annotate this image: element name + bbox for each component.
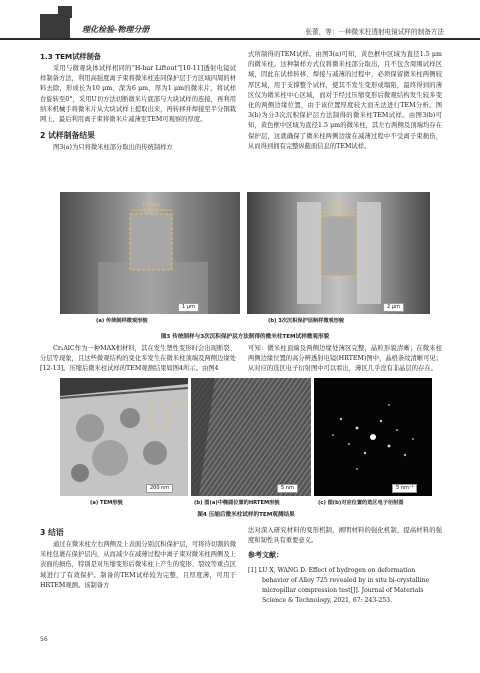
section-heading-1-3: 1.3 TEM试样制备 bbox=[40, 52, 101, 61]
subcaption-4a: (a) TEM形貌 bbox=[90, 500, 123, 506]
sem-image-a bbox=[60, 192, 240, 314]
running-title: 张蕾，等：一种微米柱透射电镜试样的制备方法 bbox=[305, 28, 444, 36]
tem-image-a-drawing bbox=[60, 378, 188, 496]
paragraph-fig4-analysis: 可知：微米柱顶端及两侧边缘处薄区完整，晶粒形貌清晰；在微米柱两侧边缘位置的高分辨透射电镜(HRTEM)图中，晶格条纹清晰可见；从对应的选区电子衍射图中可以看出，薄区几乎没有非晶层的存在。 bbox=[248, 345, 442, 373]
paragraph-results-start: 图3(a)为只将微米柱部分取出的传统制样方 bbox=[53, 144, 173, 152]
subcaption-3b: (b) 3次沉积保护层制样微观形貌 bbox=[268, 318, 345, 324]
tem-image-a bbox=[60, 378, 188, 496]
scale-bar-a: 1 μm bbox=[178, 303, 199, 312]
figure-3-caption: 图3 传统制样与3次沉积保护层方法制得的微米柱TEM试样微观形貌 bbox=[160, 334, 330, 340]
paragraph-tem-prep: 采用与微观块体试样相同的“H-bar Liftout”[10-11]透射电镜试样制备方法，利用高强度离子束将微米柱连同保护层于方区域四周的材料去除，形成长为10 μm、深为6 μm、厚为1 μm的微米片，将试样台旋转至0°，采用U切方法切断微米片底部与大块试样的连接，再利用纳米机械手将微米片从大块试样上提取出来，再转移并焊接至半分铜栽网上，最后利用离子束将微米片减薄至TEM可观察的厚度。 bbox=[40, 65, 236, 124]
section-heading-2: 2 试样制备结果 bbox=[40, 131, 95, 141]
figure-4-caption: 图4 压缩后微米柱试样的TEM观测结果 bbox=[197, 512, 295, 518]
sem-image-b-drawing bbox=[247, 192, 430, 314]
hrtem-image-b bbox=[191, 378, 311, 496]
reference-1: [1] LU X, WANG D. Effect of hydrogen on deformation behavior of Alloy 725 revealed by in situ bi-crystalline micropillar compression test[J]. Journal of Materials Science & Technology, 2021, 67: 243-253. bbox=[248, 567, 430, 605]
left-column-top bbox=[40, 48, 236, 153]
dimension-label-b: 1.5 μm bbox=[329, 202, 347, 208]
figure-3 bbox=[60, 192, 430, 330]
subcaption-3a: (a) 传统制样微观形貌 bbox=[96, 318, 148, 324]
right-column-top bbox=[248, 50, 442, 152]
journal-header bbox=[0, 0, 480, 38]
sem-image-b bbox=[247, 192, 430, 314]
paragraph-conclusion-cont: 法对深入研究材料的变形机制，阐明材料的强化机制，提高材料的强度和韧性具有重要意义。 bbox=[248, 527, 442, 545]
journal-logo-mark-top bbox=[58, 6, 72, 18]
scale-bar-4c: 5 nm⁻¹ bbox=[392, 484, 417, 493]
section-heading-3: 3 结语 bbox=[40, 528, 64, 537]
paragraph-cr2alc: Cr₂AlC作为一种MAX相材料，其在发生塑性变形时会出现断裂、分层等现象，且这些微观结构的变化多发生在微米柱顶端及两侧边缘处[12-13]。压缩后微米柱试样的TEM观测结果如图4所示。由图4 bbox=[40, 345, 236, 373]
figure-4 bbox=[60, 378, 432, 508]
hrtem-image-b-drawing bbox=[191, 378, 311, 496]
left-column-middle bbox=[40, 344, 236, 375]
references-heading: 参考文献： bbox=[248, 551, 283, 560]
scale-bar-4a: 200 nm bbox=[146, 484, 173, 493]
left-column-bottom bbox=[40, 524, 236, 591]
page-number: 56 bbox=[40, 636, 48, 643]
journal-name: 理化检验-物理分册 bbox=[82, 25, 150, 34]
dimension-label-a: 1.5 μm bbox=[142, 202, 160, 208]
header-rule bbox=[0, 38, 480, 40]
paragraph-results-cont: 式所制得的TEM试样。由图3(a)可知，黄色框中区域为直径1.5 μm的微米柱。这种制样方式仅将微米柱部分取出，且不包含周围试样区域，因此在试样转移、焊接与减薄的过程中，必须保留微米柱两侧较厚区域，用于支撑整个试样，使其不发生变形或塌陷，最终得到的薄区仅为微米柱中心区域，而对于经过压缩变形后微观结构发生较多变化的两侧边缘位置，由于该位置厚度较大而无法进行TEM分析。图3(b)为分3次沉积保护层方法制得的微米柱TEM试样。由图3(b)可知，黄色框中区域为直径1.5 μm的微米柱，其左右两侧及顶端均存在保护层，这就确保了微米柱两侧边缘在减薄过程中不受离子束损伤，从而得到拥有完整纵截面信息的TEM试样。 bbox=[248, 51, 442, 150]
diffraction-image-c bbox=[314, 378, 432, 496]
scale-bar-4b: 5 nm bbox=[277, 484, 298, 493]
subcaption-4c: (c) 图(b)对应位置的选区电子衍射图 bbox=[318, 500, 404, 506]
subcaption-4b: (b) 图(a)中椭圆位置的HRTEM形貌 bbox=[194, 500, 280, 506]
diffraction-image-c-drawing bbox=[314, 378, 432, 496]
paragraph-conclusion: 通过在微米柱左右两侧及上表面分别沉积保护层，可将待切割的微米柱包裹在保护层内，从而减少在减薄过程中离子束对微米柱两侧及上表面的损伤，特别是对压缩变形后微米柱上产生的变形、裂纹等重点区域进行了有效保护。制备的TEM试样较为完整，且厚度薄，可用于HRTEM观测。该制备方 bbox=[40, 541, 236, 589]
sem-image-a-drawing bbox=[60, 192, 240, 314]
scale-bar-b: 2 μm bbox=[383, 303, 404, 312]
right-column-bottom bbox=[248, 526, 442, 606]
right-column-middle bbox=[248, 344, 442, 375]
